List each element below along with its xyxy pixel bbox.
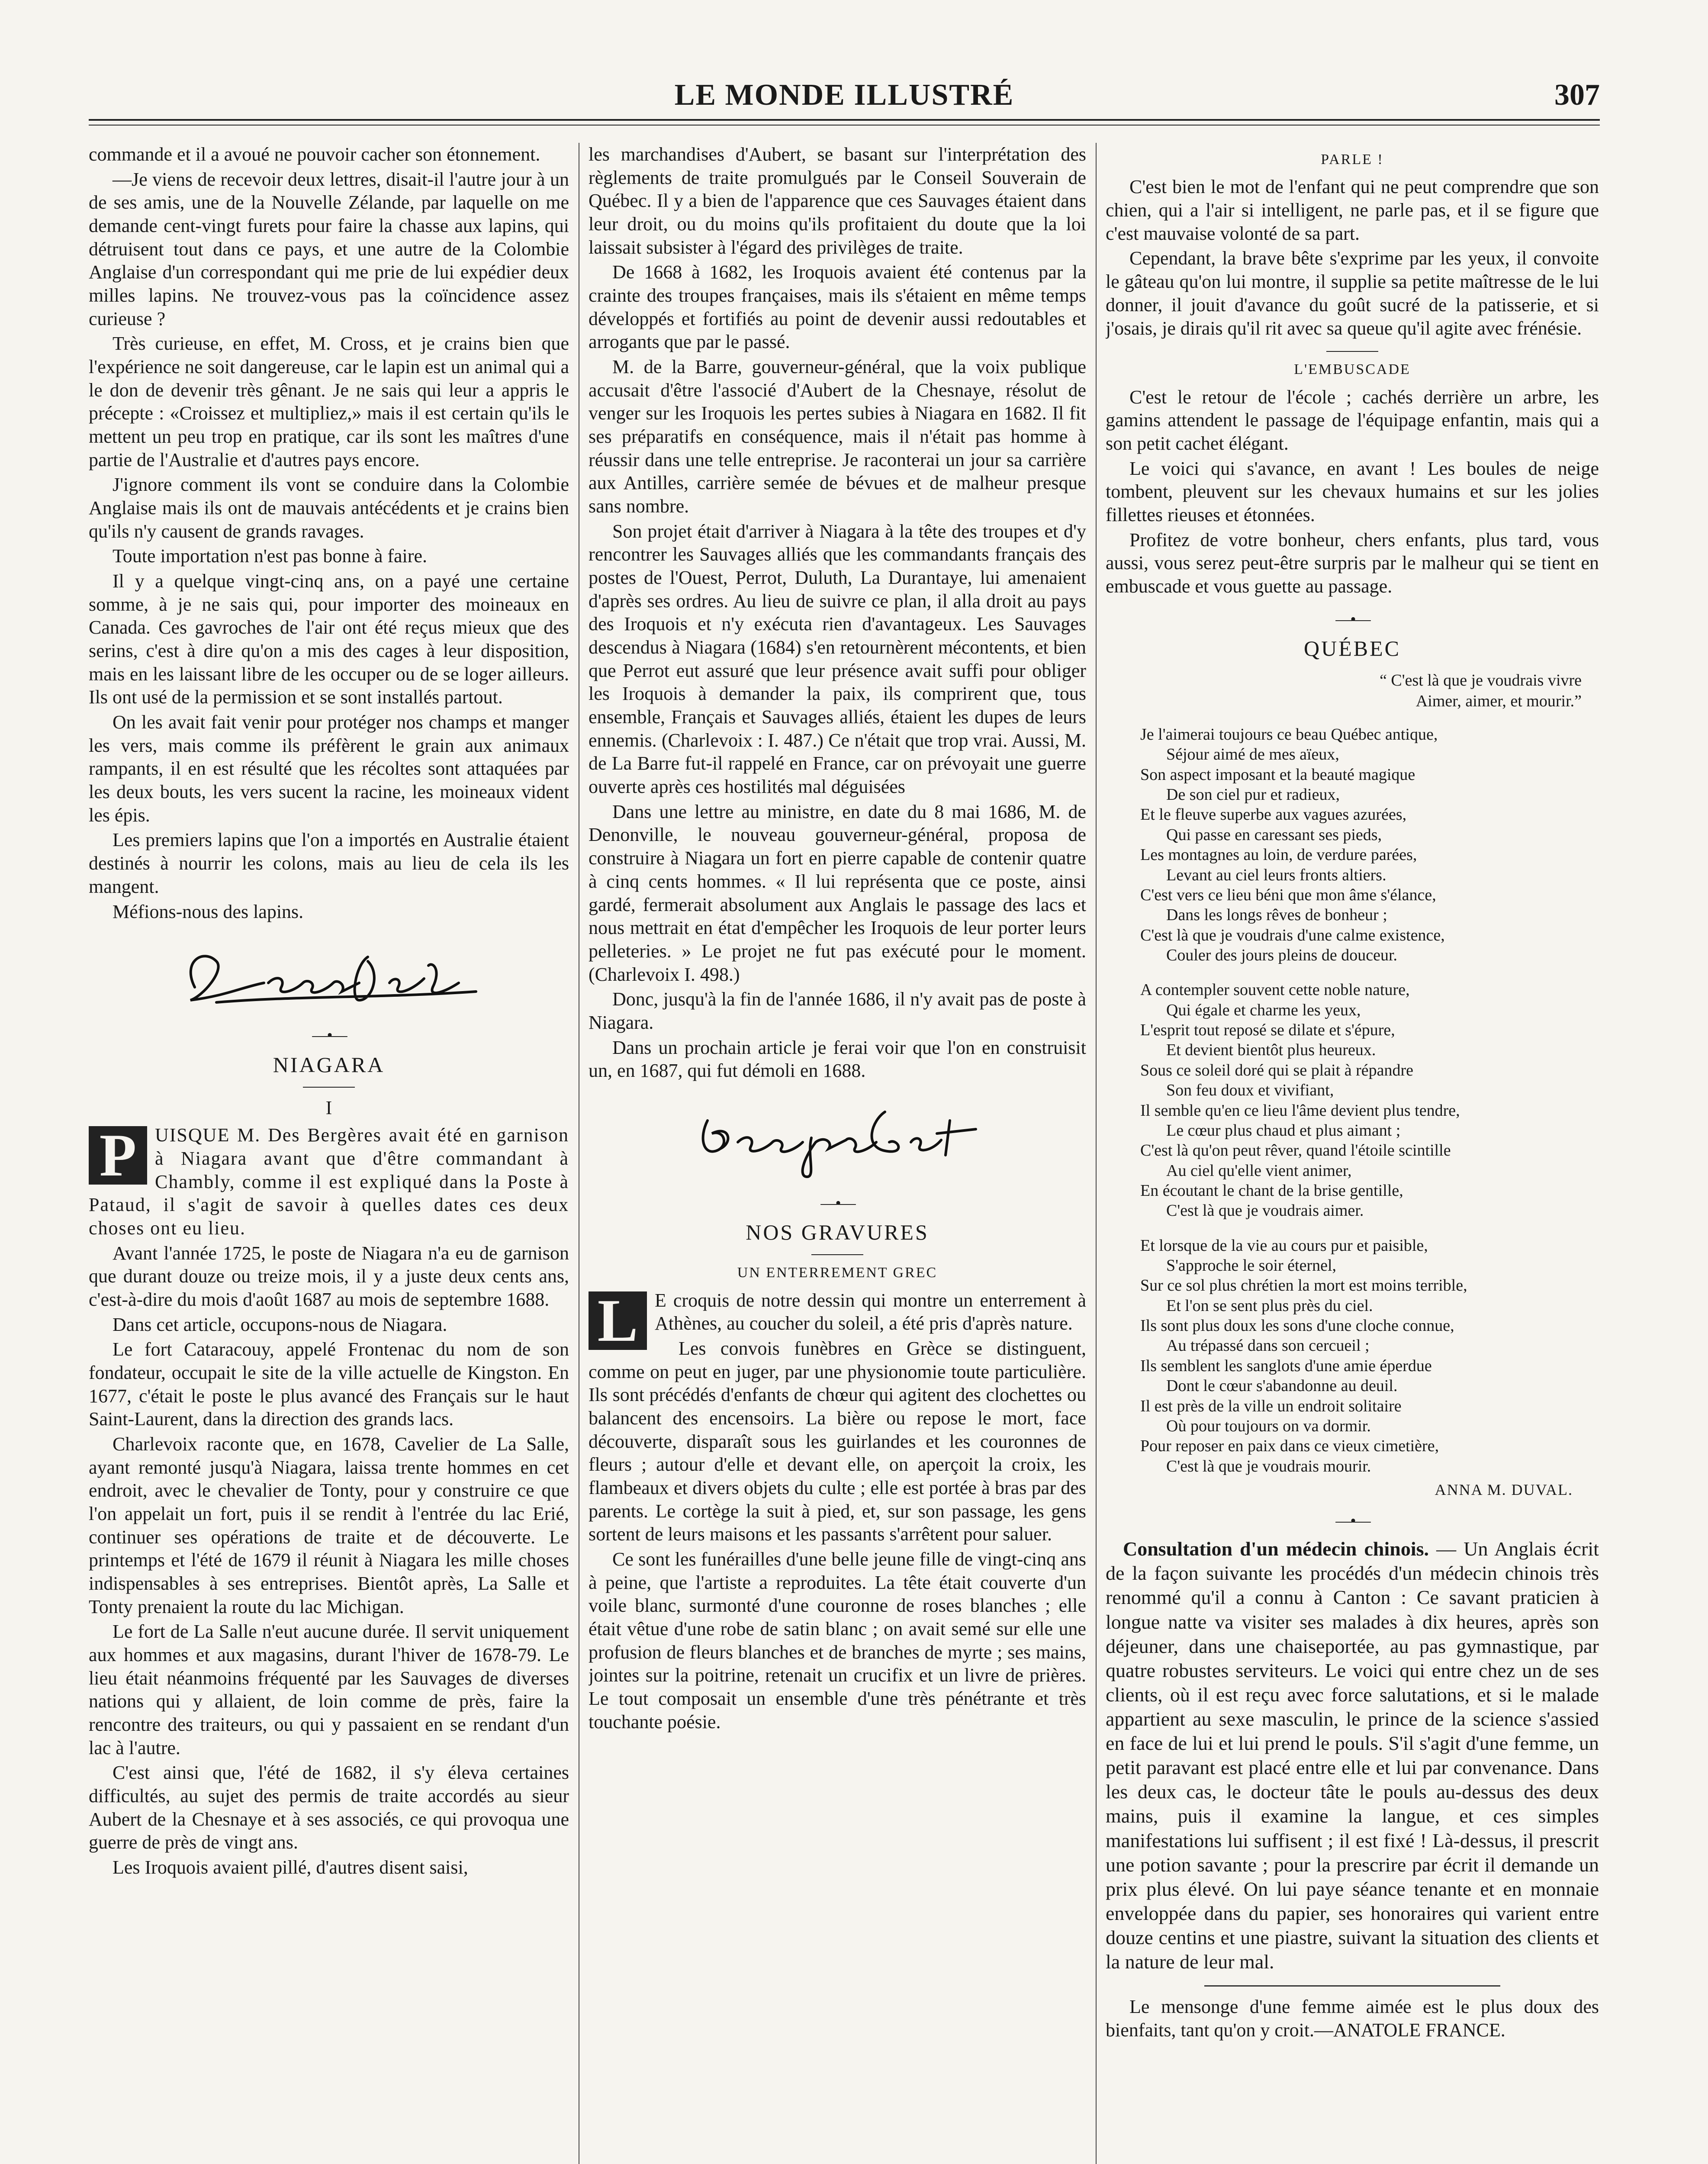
poem-line: Le cœur plus chaud et plus aimant ; <box>1166 1121 1401 1140</box>
dropcap: L <box>589 1291 647 1350</box>
poem-line: Il est près de la ville un endroit solitaire <box>1140 1397 1402 1415</box>
poem-line: Ils semblent les sanglots d'une amie éperdue <box>1140 1356 1432 1375</box>
poem-line: En écoutant le chant de la brise gentille, <box>1140 1181 1403 1200</box>
quote: Le mensonge d'une femme aimée est le plus doux des bienfaits, tant qu'on y croit.—ANATOLE FRANCE. <box>1106 1996 1599 2041</box>
poem-line: S'approche le soir éternel, <box>1166 1256 1337 1275</box>
epigraph-line: “ C'est là que je voudrais vivre <box>1380 671 1582 690</box>
paragraph: On les avait fait venir pour protéger nos champs et manger les vers, mais comme ils préfèrent le grain aux animaux rampants, il en est résulté que les récoltes sont attaquées par les deux bouts, les vers sucent la racine, les moineaux vident les épis. <box>89 712 569 826</box>
paragraph: Profitez de votre bonheur, chers enfants, plus tard, vous aussi, vous serez peut-être surpris par le malheur qui se tient en embuscade et vous guette au passage. <box>1106 529 1599 597</box>
separator-ornament: —•— <box>1335 610 1369 628</box>
poem-line: C'est là qu'on peut rêver, quand l'étoile scintille <box>1140 1141 1451 1160</box>
page-header <box>89 65 1600 134</box>
header-rule <box>89 119 1600 121</box>
poem-author: ANNA M. DUVAL. <box>1435 1481 1573 1498</box>
paragraph: Le voici qui s'avance, en avant ! Les boules de neige tombent, pleuvent sur les chevaux humains et sur les jolies fillettes rieuses et étonnées. <box>1106 457 1599 525</box>
paragraph-text: E croquis de notre dessin qui montre un enterrement à Athènes, au coucher du soleil, a été pris d'après nature. <box>655 1289 1086 1334</box>
column-divider <box>1096 143 1097 2164</box>
column-2 <box>589 143 1086 2164</box>
subsection-title: PARLE ! <box>1321 151 1384 167</box>
section-title: NOS GRAVURES <box>746 1220 929 1245</box>
poem-line: Au ciel qu'elle vient animer, <box>1166 1161 1352 1180</box>
separator-ornament: —•— <box>312 1026 346 1045</box>
poem-line: C'est là que je voudrais aimer. <box>1166 1201 1364 1220</box>
paragraph <box>1106 1537 1599 1974</box>
subsection-title: L'EMBUSCADE <box>1294 361 1411 378</box>
paragraph: M. de la Barre, gouverneur-général, que la voix publique accusait d'être l'associé d'Aubert de la Chesnaye, résolut de venger sur les Iroquois les pertes subies à Niagara en 1682. Il fit ses préparatifs en conséquence, mais il n'était pas homme à réussir dans une telle entreprise. Je raconterai un jour sa carrière aux Antilles, carrière semée de bévues et de malheur presque sans nombre. <box>589 356 1086 517</box>
poem-line: Dont le cœur s'abandonne au deuil. <box>1166 1377 1398 1395</box>
paragraph: Dans un prochain article je ferai voir que l'on en construisit un, en 1687, qui fut démoli en 1688. <box>589 1037 1086 1082</box>
paragraph: Ce sont les funérailles d'une belle jeune fille de vingt-cinq ans à peine, que l'artiste a reproduites. La tête était couverte d'un voile blanc, surmonté d'une couronne de roses blanches ; elle était vêtue d'une robe de satin blanc ; on avait semé sur elle une profusion de fleurs blanches et de branches de myrte ; ses mains, jointes sur la poitrine, retenait un crucifix et un livre de prières. Le tout composait un ensemble d'une très pénétrante et très touchante poésie. <box>589 1549 1086 1732</box>
poem-line: Levant au ciel leurs fronts altiers. <box>1166 866 1386 884</box>
poem-line: A contempler souvent cette noble nature, <box>1140 981 1410 999</box>
article-heading: Consultation d'un médecin chinois. <box>1123 1538 1429 1560</box>
paragraph: Le fort de La Salle n'eut aucune durée. Il servit uniquement aux hommes et aux magasins, durant l'hiver de 1678-79. Le lieu était néanmoins fréquenté par les Sauvages de diverses nations qui y allaient, de loin comme de près, faire la rencontre des traiteurs, ou qui y passaient en se rendant d'un lac à l'autre. <box>89 1621 569 1758</box>
paragraph-text: — Un Anglais écrit de la façon suivante les procédés d'un médecin chinois très renommé qu'il a connu à Canton : Ce savant praticien à longue natte va visiter ses malades à dix heures, après son déjeuner, dans une chaiseportée, au pas gymnastique, par quatre robustes serviteurs. Le voici qui entre chez un de ses clients, où il est reçu avec force salutations, et si le malade appartient au sexe masculin, le prince de la science s'assied en face de lui et lui prend le pouls. S'il s'agit d'une femme, un petit paravant est placé entre elle et lui par convenance. Dans les deux cas, le docteur tâte le pouls au-dessus des deux mains, puis il examine la langue, et ces simples manifestations lui suffisent ; il est fixé ! Là-dessus, il prescrit une potion savante ; pour la prescrire par écrit il demande un prix plus élevé. On lui paye séance tenante et en monnaie enveloppée dans du papier, ses honoraires qui varient entre douze centins et une piastre, suivant la situation des clients et la nature de leur mal. <box>1106 1538 1599 1973</box>
poem-line: Les montagnes au loin, de verdure parées, <box>1140 846 1417 864</box>
poem-line: Sous ce soleil doré qui se plait à répandre <box>1140 1061 1414 1079</box>
paragraph: Il y a quelque vingt-cinq ans, on a payé une certaine somme, à je ne sais qui, pour importer des moineaux en Canada. Ces gavroches de l'air ont été reçus mieux que des serins, c'est à dire qu'on a mis des cages à leur disposition, mais en les laissant libre de les occuper ou de se loger ailleurs. Ils ont usé de la permission et se sont installés partout. <box>89 570 569 708</box>
column-1 <box>89 143 569 2164</box>
paragraph: J'ignore comment ils vont se conduire dans la Colombie Anglaise mais ils ont de mauvais antécédents et je crains bien qu'ils n'y causent de grands ravages. <box>89 474 569 542</box>
poem-line: L'esprit tout reposé se dilate et s'épure, <box>1140 1021 1395 1040</box>
poem-line: Sur ce sol plus chrétien la mort est moins terrible, <box>1140 1276 1467 1295</box>
poem-line: Je l'aimerai toujours ce beau Québec antique, <box>1140 725 1438 744</box>
subsection-title: UN ENTERREMENT GREC <box>737 1265 938 1281</box>
separator-ornament: —•— <box>820 1194 854 1212</box>
poem-line: Ils sont plus doux les sons d'une cloche connue, <box>1140 1317 1454 1335</box>
page-number: 307 <box>1554 78 1600 112</box>
dropcap: P <box>89 1126 147 1185</box>
title-rule <box>303 1087 355 1088</box>
paragraph: —Je viens de recevoir deux lettres, disait-il l'autre jour à un de ses amis, une de la Nouvelle Zélande, par laquelle on me demande cent-vingt furets pour faire la chasse aux lapins, qui détruisent tout dans ce pays, et une autre de la Colombie Anglaise d'un correspondant qui me prie de lui expédier deux milles lapins. Ne trouvez-vous pas la coïncidence assez curieuse ? <box>89 168 569 329</box>
paragraph: Dans cet article, occupons-nous de Niagara. <box>113 1314 447 1335</box>
masthead-title: LE MONDE ILLUSTRÉ <box>674 78 1014 112</box>
paragraph: Méfions-nous des lapins. <box>113 901 304 922</box>
paragraph: Avant l'année 1725, le poste de Niagara n'a eu de garnison que durant douze ou treize mois, il y a juste deux cents ans, c'est-à-dire du mois d'août 1687 au mois de septembre 1688. <box>89 1242 569 1310</box>
paragraph: Son projet était d'arriver à Niagara à la tête des troupes et d'y rencontrer les Sauvages alliés que les commandants français des postes de l'Ouest, Perrot, Duluth, La Durantaye, lui amenaient d'après ses ordres. Au lieu de suivre ce plan, il alla droit au pays des Iroquois et n'y exécuta rien d'avantageux. Les Sauvages descendus à Niagara (1684) s'en retournèrent mécontents, et bien que Perrot eut assuré que leur présence avait suffi pour obliger les Iroquois à demander la paix, ils comprirent que, tous ensemble, Français et Sauvages alliés, étaient les dupes de leurs ennemis. (Charlevoix : I. 487.) Ce n'était que trop vrai. Aussi, M. de La Barre fut-il rappelé en France, car on prévoyait une guerre ouverte après ces hostilités mal déguisées <box>589 520 1086 798</box>
paragraph: les marchandises d'Aubert, se basant sur l'interprétation des règlements de traite promulgués par le Conseil Souverain de Québec. Il y a bien de l'apparence que ces Sauvages étaient dans leur droit, ou du moins qu'ils profitaient du doute que la loi laissait subsister à l'égard des privilèges de traite. <box>589 144 1086 258</box>
paragraph: Les convois funèbres en Grèce se distinguent, comme on peut en juger, par une physionomie toute particulière. Ils sont précédés d'enfants de chœur qui agitent des clochettes ou balancent des encensoirs. La bière ou repose le mort, face découverte, disparaît sous les guirlandes et les couronnes de fleurs ; autour d'elle et devant elle, on aperçoit la croix, les flambeaux et divers objets du culte ; elle est portée à bras par des parents. Le cortège la suit à pied, et, sur son passage, les gens sortent de leurs maisons et les passants s'arrêtent pour saluer. <box>589 1338 1086 1545</box>
paragraph-text: UISQUE M. Des Bergères avait été en garnison à Niagara avant que d'être commandant à Chambly, comme il est expliqué dans la Poste à Pataud, il s'agit de savoir à quelles dates ces deux choses ont eu lieu. <box>89 1124 569 1239</box>
title-rule <box>811 1254 863 1255</box>
paragraph: Le fort Cataracouy, appelé Frontenac du nom de son fondateur, occupait le site de la ville actuelle de Kingston. En 1677, c'était le poste le plus avancé des Français sur le haut Saint-Laurent, dans la direction des grands lacs. <box>89 1339 569 1430</box>
poem-line: C'est là que je voudrais d'une calme existence, <box>1140 926 1445 944</box>
poem-line: Et l'on se sent plus près du ciel. <box>1166 1296 1373 1315</box>
paragraph-with-dropcap <box>589 1287 1086 1354</box>
epigraph-line: Aimer, aimer, et mourir.” <box>1415 692 1582 710</box>
section-number: I <box>325 1097 332 1118</box>
header-rule-thin <box>89 125 1600 126</box>
poem-line: Son feu doux et vivifiant, <box>1166 1081 1334 1100</box>
handwritten-signature <box>682 1095 993 1181</box>
paragraph: C'est ainsi que, l'été de 1682, il s'y éleva certaines difficultés, au sujet des permis de traite accordés au sieur Aubert de la Chesnaye et à ses associés, ce qui provoqua une guerre de près de vingt ans. <box>89 1762 569 1853</box>
poem-line: Et le fleuve superbe aux vagues azurées, <box>1140 805 1407 824</box>
poem-line: C'est là que je voudrais mourir. <box>1166 1457 1371 1475</box>
paragraph: Les Iroquois avaient pillé, d'autres disent saisi, <box>113 1857 468 1878</box>
paragraph: Très curieuse, en effet, M. Cross, et je crains bien que l'expérience ne soit dangereuse, car le lapin est un animal qui a le don de devenir très gênant. Je ne sais qui leur a appris le précepte : «Croissez et multipliez,» mais il est certain qu'ils le mettent un peu trop en pratique, car ils sont les maîtres d'une partie de l'Australie et d'autres pays encore. <box>89 333 569 470</box>
poem-line: Et devient bientôt plus heureux. <box>1166 1041 1376 1059</box>
poem-line: Et lorsque de la vie au cours pur et paisible, <box>1140 1236 1428 1255</box>
paragraph: Cependant, la brave bête s'exprime par les yeux, il convoite le gâteau qu'on lui montre, il supplie sa petite maîtresse de le lui donner, il jouit d'avance du goût sucré de la patisserie, et si j'osais, je dirais qu'il rit avec sa queue qu'il agite avec frénésie. <box>1106 248 1599 339</box>
poem-line: Qui passe en caressant ses pieds, <box>1166 825 1382 844</box>
poem-line: Dans les longs rêves de bonheur ; <box>1166 906 1387 924</box>
poem-line: Qui égale et charme les yeux, <box>1166 1001 1361 1019</box>
column-3 <box>1106 143 1599 2164</box>
poem-line: C'est vers ce lieu béni que mon âme s'élance, <box>1140 886 1436 904</box>
paragraph: De 1668 à 1682, les Iroquois avaient été contenus par la crainte des troupes françaises, mais ils s'étaient en même temps développés et fortifiés au point de devenir aussi redoutables et arrogants que par le passé. <box>589 261 1086 353</box>
separator-ornament: —•— <box>1335 1511 1369 1530</box>
poem-line: Couler des jours pleins de douceur. <box>1166 946 1398 964</box>
paragraph: C'est le retour de l'école ; cachés derrière un arbre, les gamins attendent le passage de l'équipage enfantin, mais qui a son petit cachet élégant. <box>1106 386 1599 454</box>
poem-line: Séjour aimé de mes aïeux, <box>1166 745 1339 764</box>
paragraph-with-dropcap <box>89 1124 569 1240</box>
poem-line: Où pour toujours on va dormir. <box>1166 1417 1371 1435</box>
poem-line: De son ciel pur et radieux, <box>1166 786 1340 804</box>
epigraph <box>1106 670 1582 712</box>
poem <box>1140 725 1599 1476</box>
section-title: NIAGARA <box>273 1052 385 1077</box>
poem-line: Pour reposer en paix dans ce vieux cimetière, <box>1140 1437 1439 1456</box>
paragraph: commande et il a avoué ne pouvoir cacher son étonnement. <box>89 144 540 165</box>
handwritten-signature <box>164 935 493 1013</box>
section-title: QUÉBEC <box>1304 636 1401 661</box>
paragraph: Toute importation n'est pas bonne à faire. <box>113 545 427 567</box>
title-rule <box>1326 351 1378 352</box>
paragraph: Dans une lettre au ministre, en date du 8 mai 1686, M. de Denonville, le nouveau gouverneur-général, proposa de construire à Niagara un fort en pierre capable de contenir quatre à cinq cents hommes. « Il lui représenta que ce poste, ainsi gardé, fermerait absolument aux Anglais le passage des lacs et nous mettrait en état d'empêcher les Iroquois de leur porter leurs pelleteries. » Le projet ne fut pas exécuté pour le moment. (Charlevoix I. 498.) <box>589 801 1086 985</box>
poem-line: Il semble qu'en ce lieu l'âme devient plus tendre, <box>1140 1101 1460 1120</box>
paragraph: C'est bien le mot de l'enfant qui ne peut comprendre que son chien, qui a l'air si intelligent, ne parle pas, et il se figure que c'est mauvaise volonté de sa part. <box>1106 176 1599 244</box>
section-rule <box>1204 1985 1500 1987</box>
poem-line: Au trépassé dans son cercueil ; <box>1166 1336 1370 1355</box>
paragraph: Les premiers lapins que l'on a importés en Australie étaient destinés à nourrir les colons, mais au lieu de cela ils les mangent. <box>89 829 569 897</box>
paragraph: Donc, jusqu'à la fin de l'année 1686, il n'y avait pas de poste à Niagara. <box>589 989 1086 1033</box>
paragraph: Charlevoix raconte que, en 1678, Cavelier de La Salle, ayant remonté jusqu'à Niagara, laissa trente hommes en cet endroit, avec le chevalier de Tonty, pour y construire ce que l'on appelait un fort, puis il se rendit à l'entrée du lac Erié, continuer ses opérations de traite et de découverte. Le printemps et l'été de 1679 il réunit à Niagara les mille choses indispensables à ses entreprises. Bientôt après, La Salle et Tonty prenaient la route du lac Michigan. <box>89 1433 569 1617</box>
poem-line: Son aspect imposant et la beauté magique <box>1140 765 1415 784</box>
